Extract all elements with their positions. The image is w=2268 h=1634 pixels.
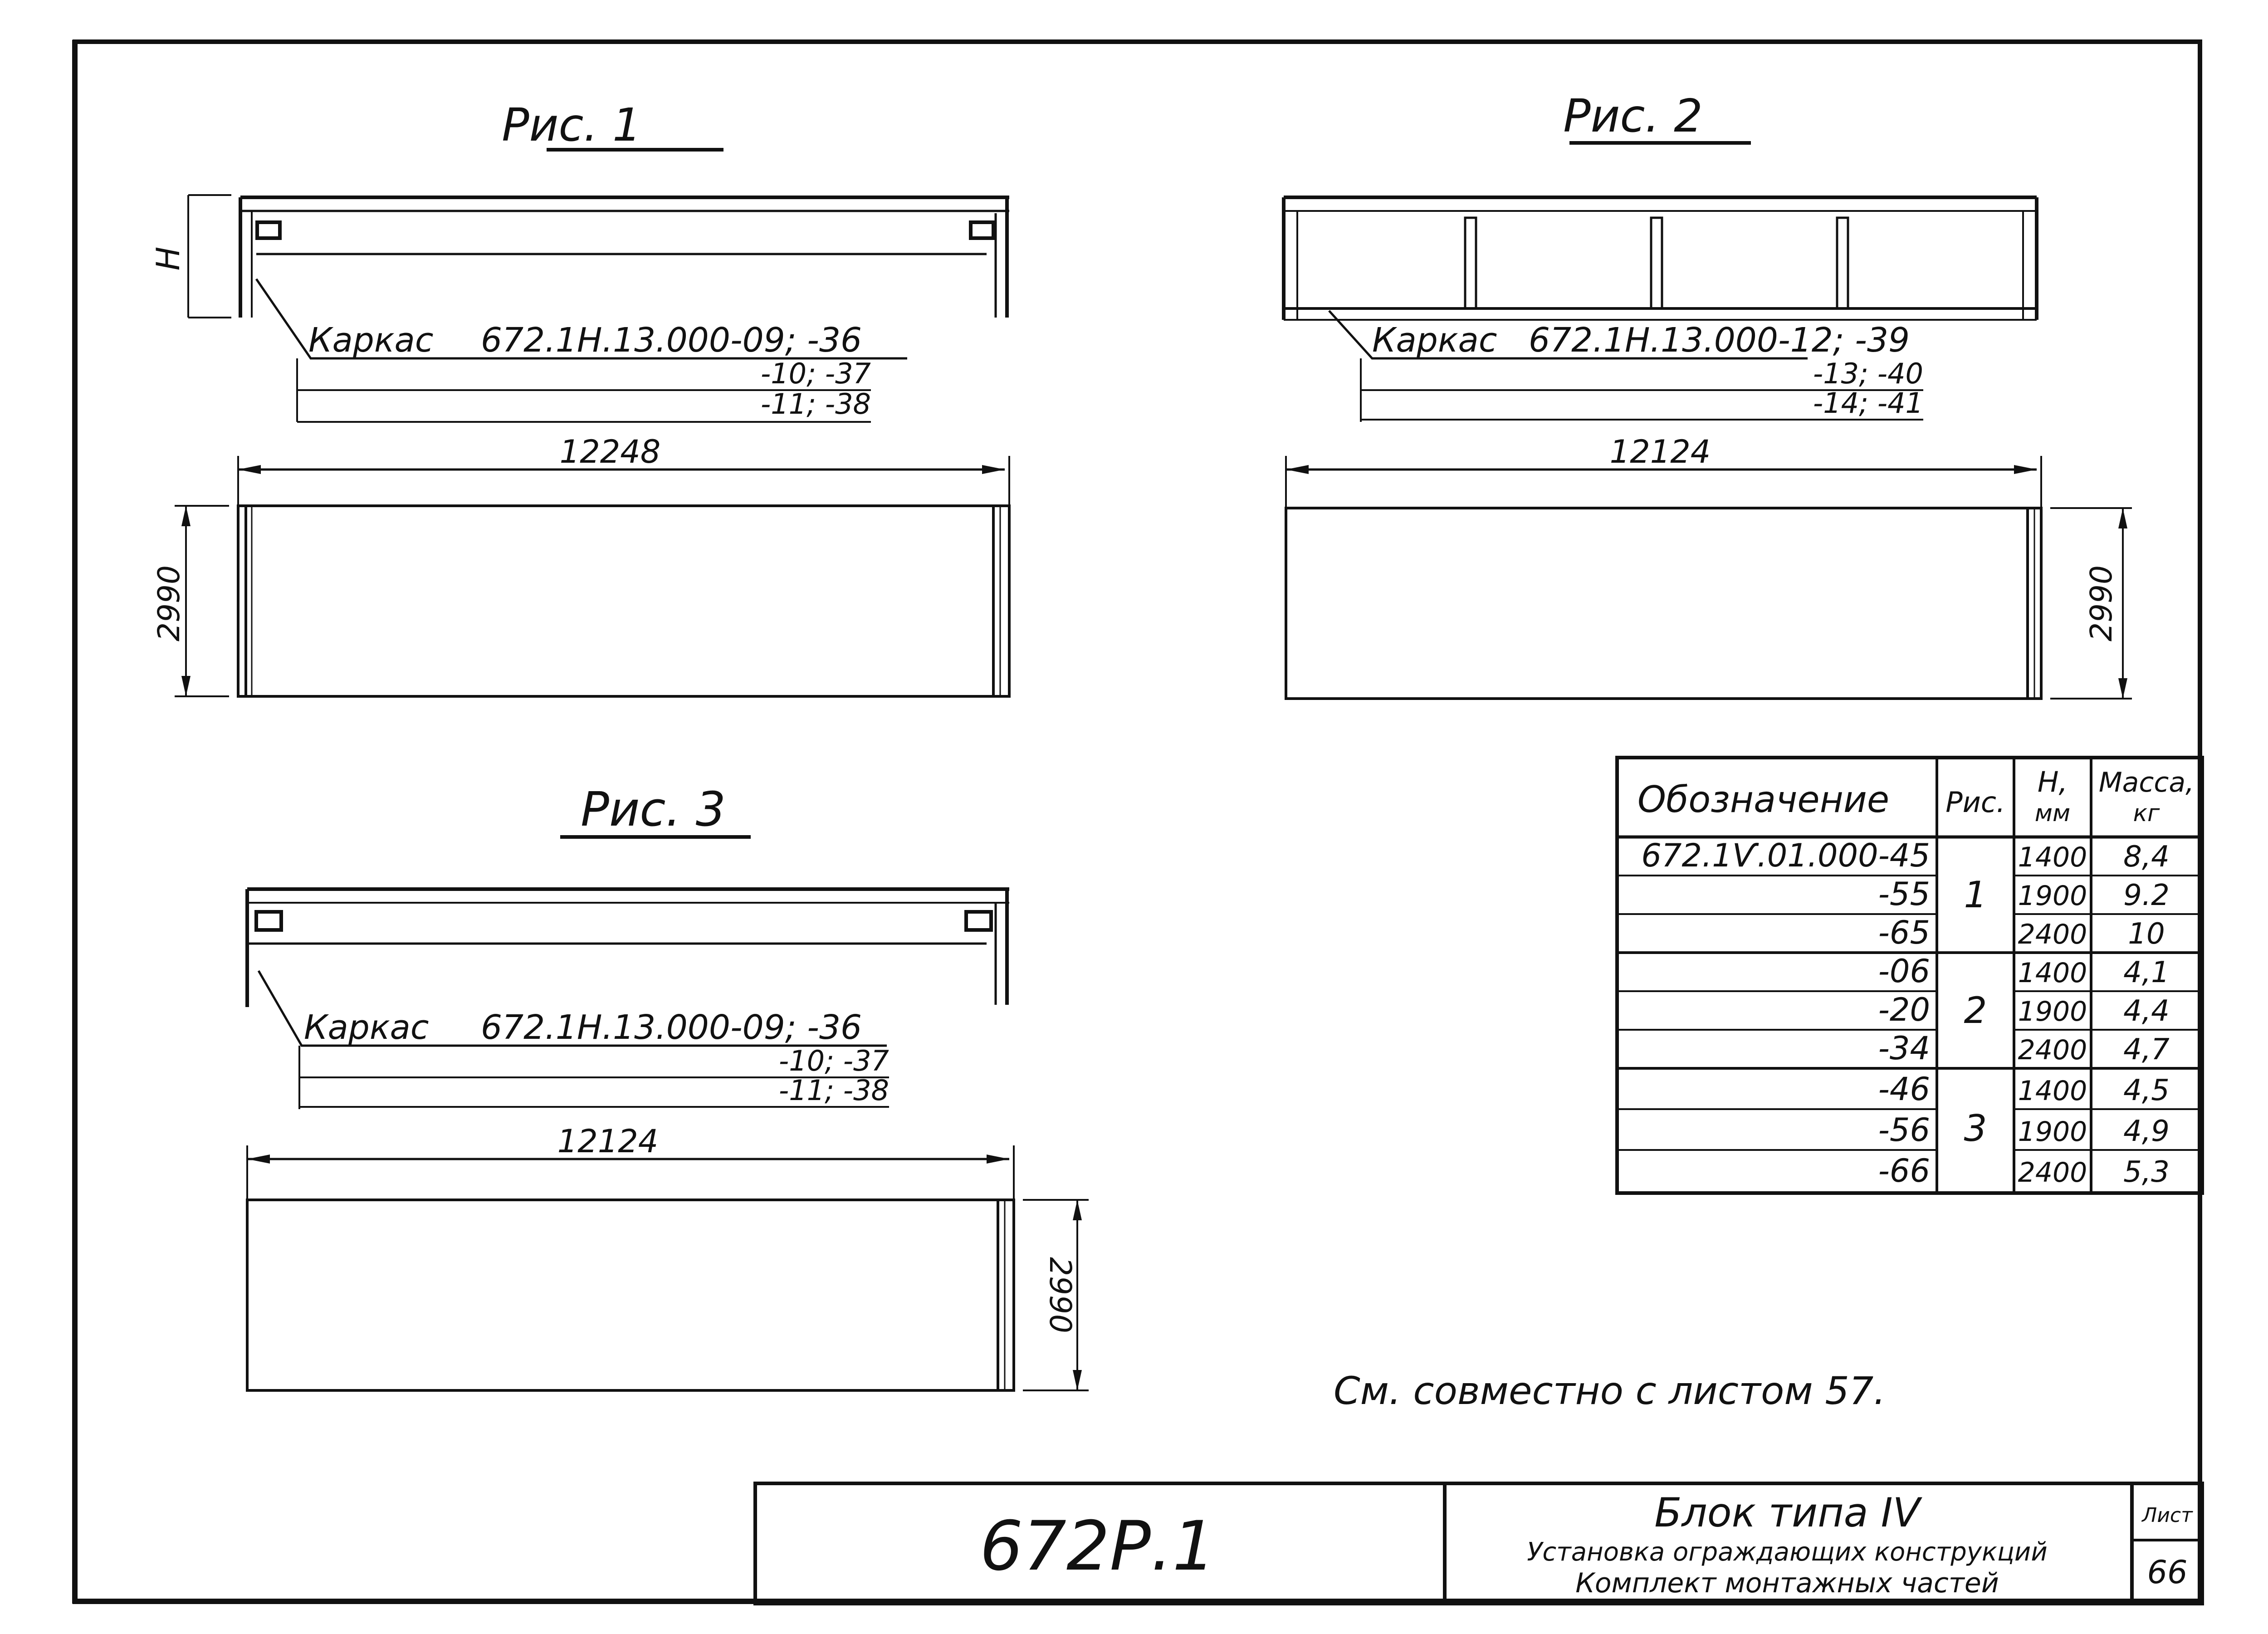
fig1-dim-height: 2990 xyxy=(152,565,186,641)
table-header-height-unit: мм xyxy=(2034,800,2071,827)
table-figure-group: 3 xyxy=(1964,1107,1987,1150)
title-sub-1: Установка ограждающих конструкций xyxy=(1527,1537,2048,1567)
row-mass: 8,4 xyxy=(2123,840,2170,874)
fig3-label-frame: Каркас xyxy=(304,1008,429,1047)
table-figure-group: 1 xyxy=(1964,874,1987,916)
fig3-frame-code-2: -10; -37 xyxy=(778,1044,889,1077)
doc-code: 672Р.1 xyxy=(980,1507,1216,1586)
fig1-frame-code-3: -11; -38 xyxy=(760,387,871,421)
row-height: 2400 xyxy=(2018,1157,2087,1189)
row-designation: -20 xyxy=(1878,991,1930,1028)
row-designation: -55 xyxy=(1878,876,1930,913)
fig3-dim-height: 2990 xyxy=(1043,1257,1078,1333)
table-row xyxy=(1878,1030,2170,1067)
row-mass: 5,3 xyxy=(2123,1155,2170,1189)
fig1-dim-length: 12248 xyxy=(559,433,661,470)
title-sub-2: Комплект монтажных частей xyxy=(1575,1567,1999,1599)
fig1-frame-code: 672.1Н.13.000-09; -36 xyxy=(481,321,862,360)
row-designation: -66 xyxy=(1878,1152,1930,1189)
row-designation: -34 xyxy=(1878,1030,1930,1067)
fig2-frame-code-3: -14; -41 xyxy=(1813,386,1923,420)
fig2-frame-code-2: -13; -40 xyxy=(1813,357,1923,390)
reference-note: См. совместно с листом 57. xyxy=(1334,1369,1886,1413)
table-row xyxy=(1878,953,2170,990)
fig1-label-height: H xyxy=(150,246,187,271)
row-height: 1400 xyxy=(2018,1075,2087,1107)
row-designation: -65 xyxy=(1878,914,1930,951)
table-row xyxy=(1878,1111,2170,1149)
fig3-title: Рис. 3 xyxy=(581,782,726,837)
row-height: 2400 xyxy=(2018,1034,2087,1066)
table-figure-group: 2 xyxy=(1964,989,1987,1032)
table-header-figure: Рис. xyxy=(1945,786,2005,819)
table-header-height: H, xyxy=(2037,765,2068,798)
row-designation: -06 xyxy=(1878,953,1930,990)
table-row xyxy=(1878,991,2170,1028)
fig1-label-frame: Каркас xyxy=(308,321,434,360)
row-height: 1900 xyxy=(2018,1116,2087,1148)
fig3-dim-length: 12124 xyxy=(557,1123,659,1160)
fig3-frame-code-3: -11; -38 xyxy=(778,1074,889,1107)
row-height: 1400 xyxy=(2018,957,2087,989)
row-mass: 4,5 xyxy=(2123,1074,2170,1107)
table-header-mass: Масса, xyxy=(2098,767,2195,798)
row-designation: 672.1Ѵ.01.000-45 xyxy=(1641,837,1930,874)
row-mass: 10 xyxy=(2128,917,2165,951)
row-height: 1400 xyxy=(2018,841,2087,873)
table-header-mass-unit: кг xyxy=(2133,800,2160,827)
row-height: 1900 xyxy=(2018,880,2087,912)
row-height: 1900 xyxy=(2018,996,2087,1027)
row-designation: -46 xyxy=(1878,1071,1930,1108)
row-mass: 4,1 xyxy=(2123,956,2170,989)
fig1-title: Рис. 1 xyxy=(502,98,641,152)
table-row xyxy=(1878,1071,2170,1108)
row-mass: 4,7 xyxy=(2123,1033,2170,1067)
fig2-frame-code: 672.1Н.13.000-12; -39 xyxy=(1529,321,1910,360)
fig2-label-frame: Каркас xyxy=(1372,321,1497,360)
row-designation: -56 xyxy=(1878,1111,1930,1149)
table-row xyxy=(1878,876,2170,913)
table-row xyxy=(1878,1152,2170,1189)
row-height: 2400 xyxy=(2018,919,2087,950)
row-mass: 9.2 xyxy=(2123,879,2170,912)
fig2-title: Рис. 2 xyxy=(1563,89,1703,142)
fig3-frame-code: 672.1Н.13.000-09; -36 xyxy=(481,1008,862,1047)
sheet-number: 66 xyxy=(2147,1554,2188,1591)
table-header-designation: Обозначение xyxy=(1637,778,1890,821)
fig2-dim-height: 2990 xyxy=(2084,565,2119,641)
fig2-dim-length: 12124 xyxy=(1609,433,1711,470)
fig1-frame-code-2: -10; -37 xyxy=(760,357,871,390)
sheet-label: Лист xyxy=(2142,1504,2193,1527)
row-mass: 4,4 xyxy=(2123,994,2170,1028)
title-main: Блок типа IV xyxy=(1654,1489,1920,1536)
row-mass: 4,9 xyxy=(2123,1115,2170,1148)
